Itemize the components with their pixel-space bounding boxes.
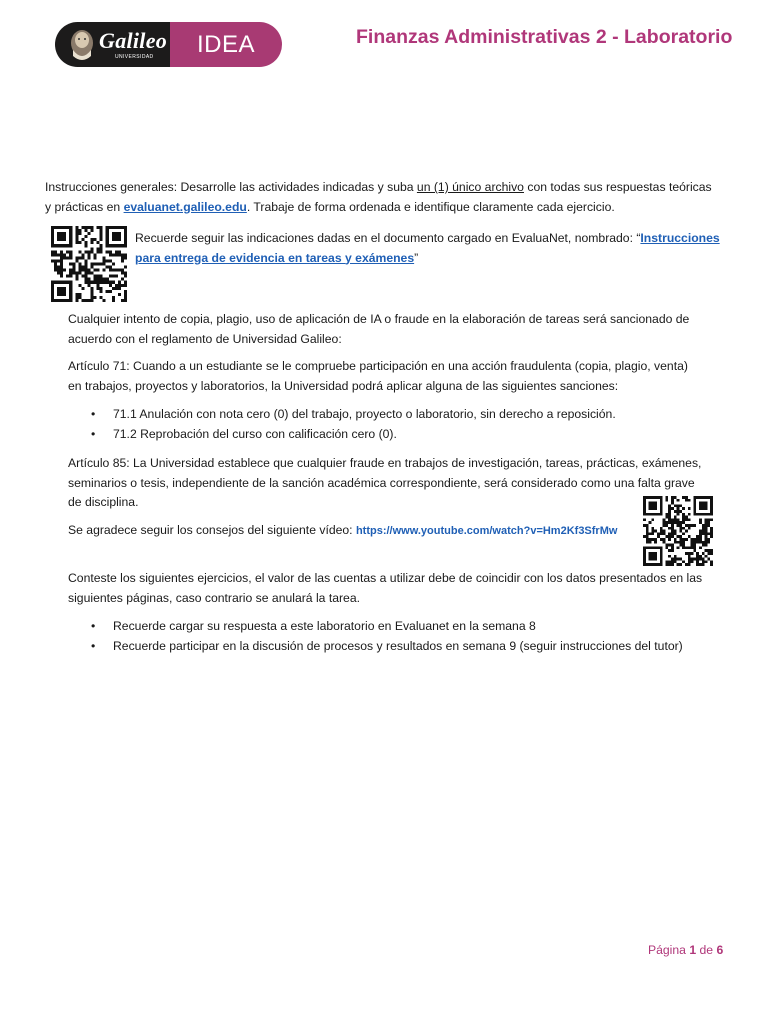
- logo-galileo-panel: [55, 22, 170, 67]
- video-advice: Se agradece seguir los consejos del siguiente vídeo: https://www.youtube.com/watch?v=Hm2Kf3SfrMw: [68, 523, 618, 537]
- logo-idea-text: IDEA: [196, 30, 255, 58]
- instructions-document-link-cont[interactable]: para entrega de evidencia en tareas y exámenes: [135, 250, 415, 265]
- list-item: • Recuerde participar en la discusión de procesos y resultados en semana 9 (seguir instrucciones del tutor): [91, 637, 751, 657]
- instructions-line-2: y prácticas en evaluanet.galileo.edu. Trabaje de forma ordenada e identifique claramente cada ejercicio.: [45, 199, 615, 214]
- university-logo: [55, 22, 282, 67]
- youtube-video-link[interactable]: https://www.youtube.com/watch?v=Hm2Kf3SfrMw: [355, 525, 618, 537]
- list-item: • 71.1 Anulación con nota cero (0) del trabajo, proyecto o laboratorio, sin derecho a reposición.: [91, 405, 751, 425]
- bullet-icon: •: [91, 638, 96, 653]
- reminder-line-1: Recuerde seguir las indicaciones dadas en el documento cargado en EvaluaNet, nombrado: “Instrucciones: [135, 231, 720, 245]
- bullet-icon: •: [91, 407, 96, 421]
- article-71: Artículo 71: Cuando a un estudiante se le compruebe participación en una acción fraudulenta (copia, plagio, venta) en trabajos, proyectos y laboratorios, la Universidad podrá aplicar alguna de las siguientes sanciones:: [68, 359, 688, 393]
- copy-warning: Cualquier intento de copia, plagio, uso de aplicación de IA o fraude en la elaboración de tareas será sancionado de acuerdo con el reglamento de Universidad Galileo:: [68, 312, 690, 346]
- sanctions-list: [91, 405, 751, 444]
- reminder-line-2: para entrega de evidencia en tareas y exámenes”: [135, 250, 419, 265]
- current-page: 1: [689, 943, 697, 957]
- document-title: Finanzas Administrativas 2 - Laboratorio: [356, 26, 733, 48]
- single-file-emphasis: un (1) único archivo: [416, 180, 524, 194]
- list-item: • 71.2 Reprobación del curso con calificación cero (0).: [91, 425, 751, 445]
- article-85: Artículo 85: La Universidad establece que cualquier fraude en trabajos de investigación, tareas, prácticas, exámenes, seminarios o tesis, independiente de la sanción académica correspondiente, será considerado como una falta grave de disciplina.: [68, 456, 702, 509]
- reminders-list: [91, 617, 751, 656]
- logo-idea-panel: [170, 22, 282, 67]
- logo-university-text: UNIVERSIDAD: [115, 54, 154, 60]
- general-instructions: [45, 178, 735, 217]
- instructions-document-link[interactable]: Instrucciones: [640, 231, 720, 245]
- qr-code-instructions: [51, 226, 127, 302]
- galileo-portrait-icon: [67, 28, 97, 61]
- logo-galileo-text: Galileo: [99, 28, 168, 53]
- list-item: • Recuerde cargar su respuesta a este laboratorio en Evaluanet en la semana 8: [91, 617, 751, 637]
- page-number: Página 1 de 6: [648, 943, 724, 957]
- qr-code-video: [643, 496, 713, 566]
- total-pages: 6: [716, 943, 724, 957]
- evaluanet-link[interactable]: evaluanet.galileo.edu: [123, 199, 247, 214]
- bullet-icon: •: [91, 426, 96, 441]
- bullet-icon: •: [91, 619, 96, 633]
- instructions-line-1: Instrucciones generales: Desarrolle las actividades indicadas y suba un (1) único archivo con todas sus respuestas teóricas: [45, 180, 712, 194]
- evaluanet-reminder: [135, 229, 735, 268]
- exercises-instructions: Conteste los siguientes ejercicios, el valor de las cuentas a utilizar debe de coincidir con los datos presentados en las siguientes páginas, caso contrario se anulará la tarea.: [68, 571, 703, 605]
